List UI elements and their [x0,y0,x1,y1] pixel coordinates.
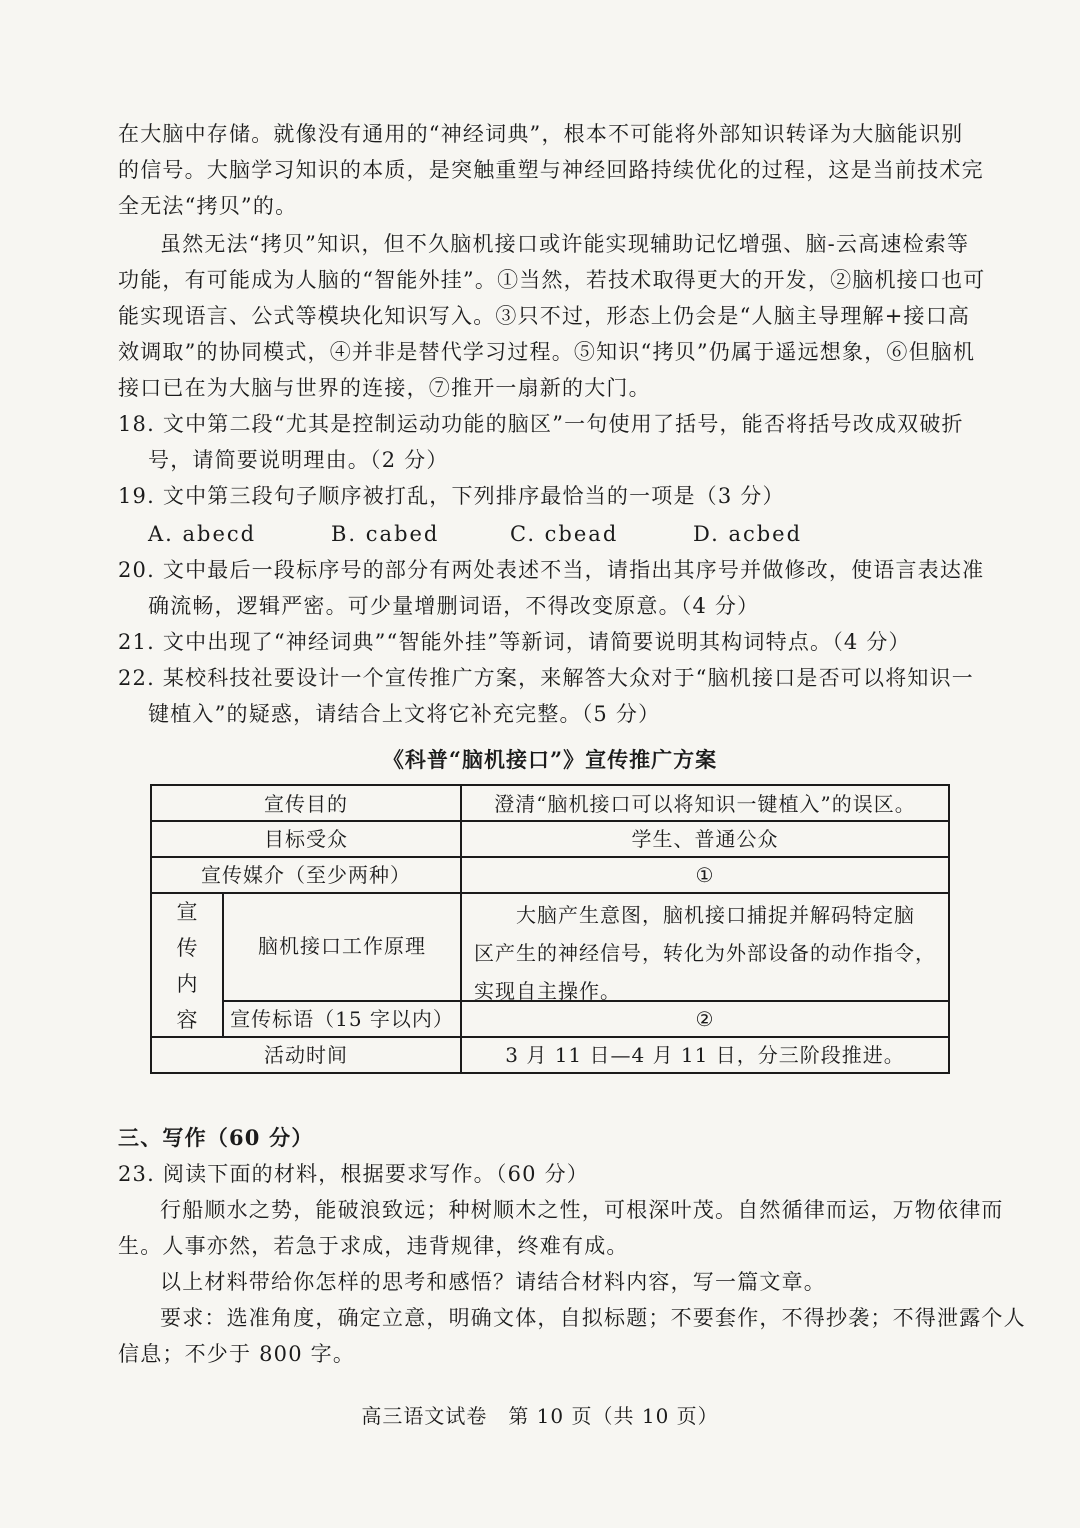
passage-line: 效调取”的协同模式，④并非是替代学习过程。⑤知识“拷贝”仍属于遥远想象，⑥但脑机 [118,340,976,364]
passage-line: 的信号。大脑学习知识的本质，是突触重塑与神经回路持续优化的过程，这是当前技术完 [118,158,984,182]
question-19-options [148,516,928,552]
promotion-table [150,784,950,1074]
row-time-value: 3 月 11 日—4 月 11 日，分三阶段推进。 [505,1043,905,1067]
requirements-line: 信息；不少于 800 字。 [118,1342,356,1366]
requirements-line: 要求：选准角度，确定立意，明确文体，自拟标题；不要套作，不得抄袭；不得泄露个人 [160,1306,1026,1330]
row-time-label: 活动时间 [264,1043,348,1067]
question-22-cont: 键植入”的疑惑，请结合上文将它补充完整。（5 分） [148,702,661,726]
row-media-value: ① [695,863,715,887]
question-21: 21. 文中出现了“神经词典”“智能外挂”等新词，请简要说明其构词特点。（4 分） [118,630,911,654]
row-audience-label: 目标受众 [264,827,348,851]
row-principle-label: 脑机接口工作原理 [258,934,426,958]
row-purpose-value: 澄清“脑机接口可以将知识一键植入”的误区。 [494,792,916,816]
content-group-label: 宣 传 内 容 [176,900,198,1032]
page-footer: 高三语文试卷 第 10 页（共 10 页） [361,1404,719,1428]
passage-line: 功能，有可能成为人脑的“智能外挂”。①当然，若技术取得更大的开发，②脑机接口也可 [118,268,986,292]
table-title: 《科普“脑机接口”》宣传推广方案 [382,747,718,772]
material-line: 行船顺水之势，能破浪致远；种树顺木之性，可根深叶茂。自然循律而运，万物依律而 [160,1198,1004,1222]
option-d: D. acbed [693,522,803,546]
option-a: A. abecd [148,522,257,546]
passage-line: 能实现语言、公式等模块化知识写入。③只不过，形态上仍会是“人脑主导理解+接口高 [118,304,971,328]
question-20: 20. 文中最后一段标序号的部分有两处表述不当，请指出其序号并做修改，使语言表达准 [118,558,985,582]
question-18-cont: 号，请简要说明理由。（2 分） [148,448,449,472]
writing-prompt: 以上材料带给你怎样的思考和感悟？请结合材料内容，写一篇文章。 [160,1270,826,1294]
row-purpose-label: 宣传目的 [264,792,348,816]
option-c: C. cbead [510,522,619,546]
row-principle-value: 大脑产生意图，脑机接口捕捉并解码特定脑 区产生的神经信号，转化为外部设备的动作指令， 实现自主操作。 [474,903,936,1003]
row-audience-value: 学生、普通公众 [631,827,779,851]
question-19: 19. 文中第三段句子顺序被打乱，下列排序最恰当的一项是（3 分） [118,484,785,508]
row-slogan-value: ② [695,1007,715,1031]
section-heading: 三、写作（60 分） [118,1125,314,1150]
question-22: 22. 某校科技社要设计一个宣传推广方案，来解答大众对于“脑机接口是否可以将知识一 [118,666,975,690]
question-20-cont: 确流畅，逻辑严密。可少量增删词语，不得改变原意。（4 分） [148,594,760,618]
passage-line: 在大脑中存储。就像没有通用的“神经词典”，根本不可能将外部知识转译为大脑能识别 [118,122,964,146]
question-23: 23. 阅读下面的材料，根据要求写作。（60 分） [118,1162,589,1186]
question-18: 18. 文中第二段“尤其是控制运动功能的脑区”一句使用了括号，能否将括号改成双破折 [118,412,964,436]
row-slogan-label: 宣传标语（15 字以内） [230,1007,454,1031]
passage-line: 虽然无法“拷贝”知识，但不久脑机接口或许能实现辅助记忆增强、脑-云高速检索等 [160,232,970,256]
row-media-label: 宣传媒介（至少两种） [201,863,411,887]
passage-line: 全无法“拷贝”的。 [118,194,298,218]
material-line: 生。人事亦然，若急于求成，违背规律，终难有成。 [118,1234,629,1258]
passage-line: 接口已在为大脑与世界的连接，⑦推开一扇新的大门。 [118,376,651,400]
option-b: B. cabed [331,522,440,546]
